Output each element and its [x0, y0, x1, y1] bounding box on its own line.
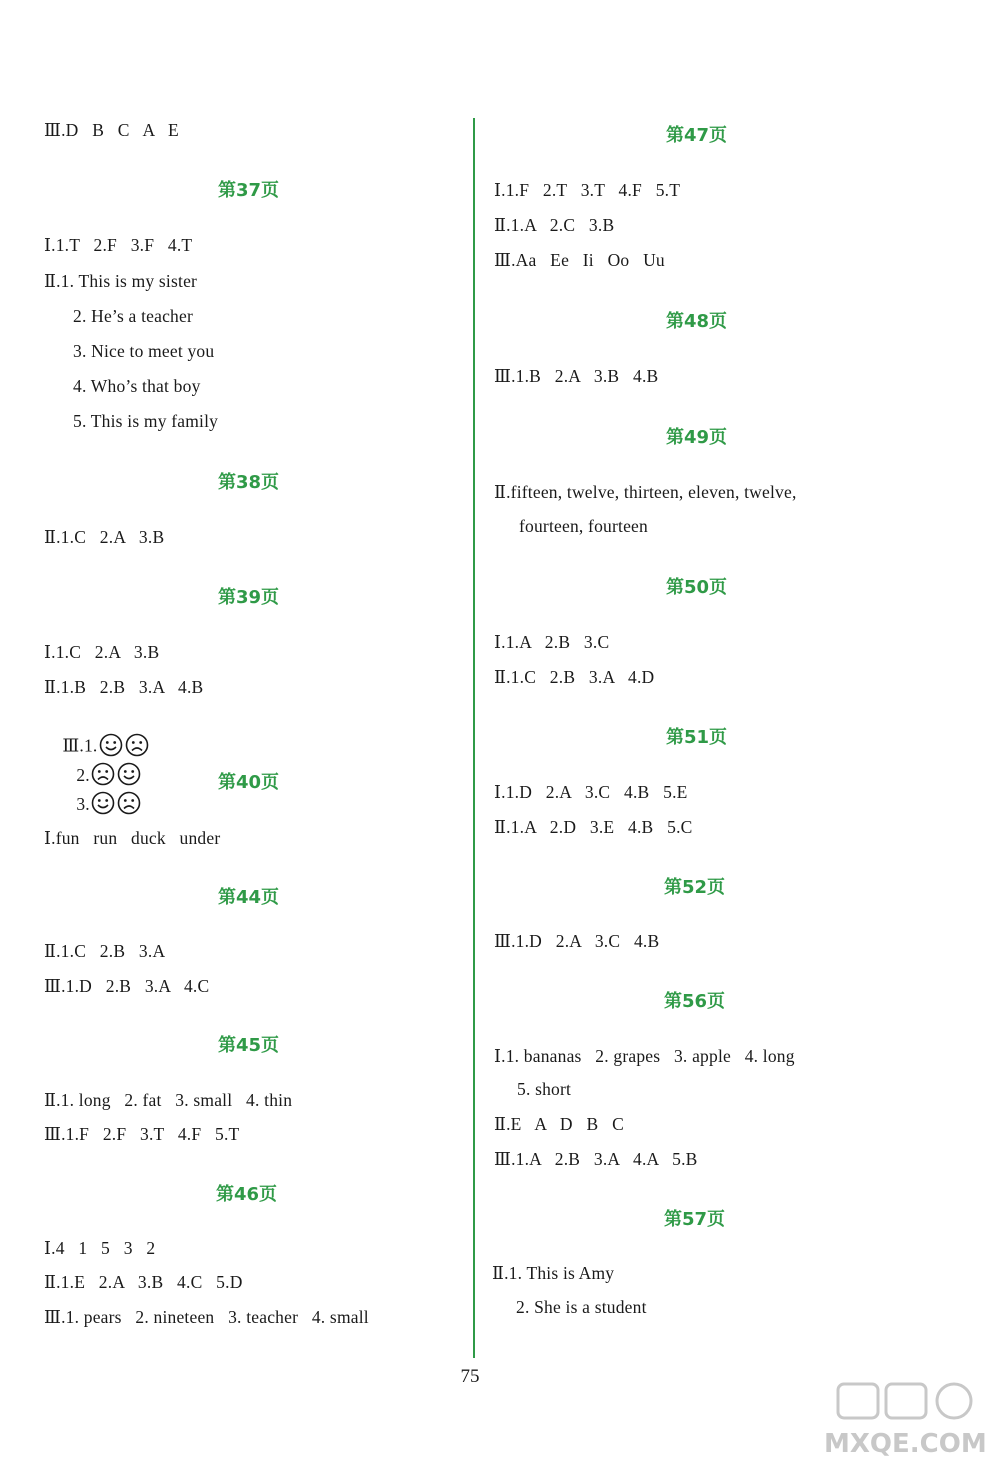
item-label: 2. [76, 764, 90, 785]
section-heading: 第48页 [666, 311, 728, 332]
answer-line: Ⅱ.1. This is my sister [44, 271, 198, 291]
watermark-text: MXQE.COM [824, 1429, 987, 1459]
answer-line: Ⅰ.1.C 2.A 3.B [44, 642, 160, 662]
answer-line: 5. short [517, 1079, 572, 1099]
answer-line: 2. He’s a teacher [73, 306, 194, 326]
sad-face-icon [91, 762, 115, 791]
answer-line: 4. Who’s that boy [73, 376, 201, 396]
answer-line: Ⅱ.1.A 2.C 3.B [494, 215, 615, 235]
answer-line: Ⅲ.1.B 2.A 3.B 4.B [494, 366, 659, 386]
answer-line: Ⅰ.1.F 2.T 3.T 4.F 5.T [494, 180, 681, 200]
section-heading: 第44页 [218, 887, 280, 908]
answer-line: Ⅰ.1. bananas 2. grapes 3. apple 4. long [494, 1046, 795, 1066]
section-heading: 第46页 [216, 1184, 278, 1205]
section-heading: 第45页 [218, 1035, 280, 1056]
answer-line: Ⅱ.1. long 2. fat 3. small 4. thin [44, 1090, 293, 1110]
answer-line: Ⅱ.1.E 2.A 3.B 4.C 5.D [44, 1272, 243, 1292]
item-label: Ⅲ.1. [62, 735, 98, 756]
section-heading: 第50页 [666, 577, 728, 598]
item-label: 3. [76, 793, 90, 814]
smiley-face-icon [117, 762, 141, 791]
answer-line: Ⅲ.Aa Ee Ii Oo Uu [494, 250, 665, 270]
section-heading: 第39页 [218, 587, 280, 608]
section-heading: 第49页 [666, 427, 728, 448]
answer-line: Ⅱ.1.B 2.B 3.A 4.B [44, 677, 204, 697]
answer-line: Ⅱ.fifteen, twelve, thirteen, eleven, twelve, [494, 482, 797, 502]
smiley-face-icon [91, 791, 115, 820]
section-heading: 第40页 [218, 772, 280, 793]
section-heading: 第38页 [218, 472, 280, 493]
smiley-face-icon [99, 733, 123, 762]
answer-line: Ⅱ.1.C 2.B 3.A 4.D [494, 667, 655, 687]
section-heading: 第37页 [218, 180, 280, 201]
answer-line: Ⅰ.4 1 5 3 2 [44, 1238, 156, 1258]
section-heading: 第47页 [666, 125, 728, 146]
section-heading: 第51页 [666, 727, 728, 748]
answer-line: Ⅲ.1. pears 2. nineteen 3. teacher 4. small [44, 1307, 369, 1327]
answer-line: 5. This is my family [73, 411, 219, 431]
section-heading: 第56页 [664, 991, 726, 1012]
answer-line: Ⅰ.1.D 2.A 3.C 4.B 5.E [494, 782, 688, 802]
answer-line: Ⅱ.1.C 2.A 3.B [44, 527, 165, 547]
answer-line: Ⅲ.1.A 2.B 3.A 4.A 5.B [494, 1149, 698, 1169]
answer-line: Ⅲ.1.D 2.B 3.A 4.C [44, 976, 210, 996]
answer-line: Ⅱ.1.C 2.B 3.A [44, 941, 166, 961]
watermark-logo [820, 1380, 990, 1460]
answer-line: Ⅱ.1. This is Amy [492, 1263, 615, 1283]
answer-line: Ⅲ.1.F 2.F 3.T 4.F 5.T [44, 1124, 240, 1144]
column-divider [473, 118, 475, 1358]
page-number: 75 [460, 1366, 480, 1387]
answer-line: fourteen, fourteen [519, 516, 648, 536]
answer-line: Ⅰ.1.T 2.F 3.F 4.T [44, 235, 193, 255]
section-heading: 第52页 [664, 877, 726, 898]
answer-line: 3. Nice to meet you [73, 341, 215, 361]
answer-line: 2. She is a student [516, 1297, 647, 1317]
answer-line: Ⅰ.fun run duck under [44, 828, 221, 848]
sad-face-icon [125, 733, 149, 762]
answer-line: Ⅱ.1.A 2.D 3.E 4.B 5.C [494, 817, 693, 837]
face-answer-line [44, 712, 150, 841]
answer-line: Ⅲ.D B C A E [44, 120, 179, 140]
answer-line: Ⅱ.E A D B C [494, 1114, 624, 1134]
section-heading: 第57页 [664, 1209, 726, 1230]
answer-line: Ⅲ.1.D 2.A 3.C 4.B [494, 931, 660, 951]
sad-face-icon [117, 791, 141, 820]
answer-line: Ⅰ.1.A 2.B 3.C [494, 632, 610, 652]
